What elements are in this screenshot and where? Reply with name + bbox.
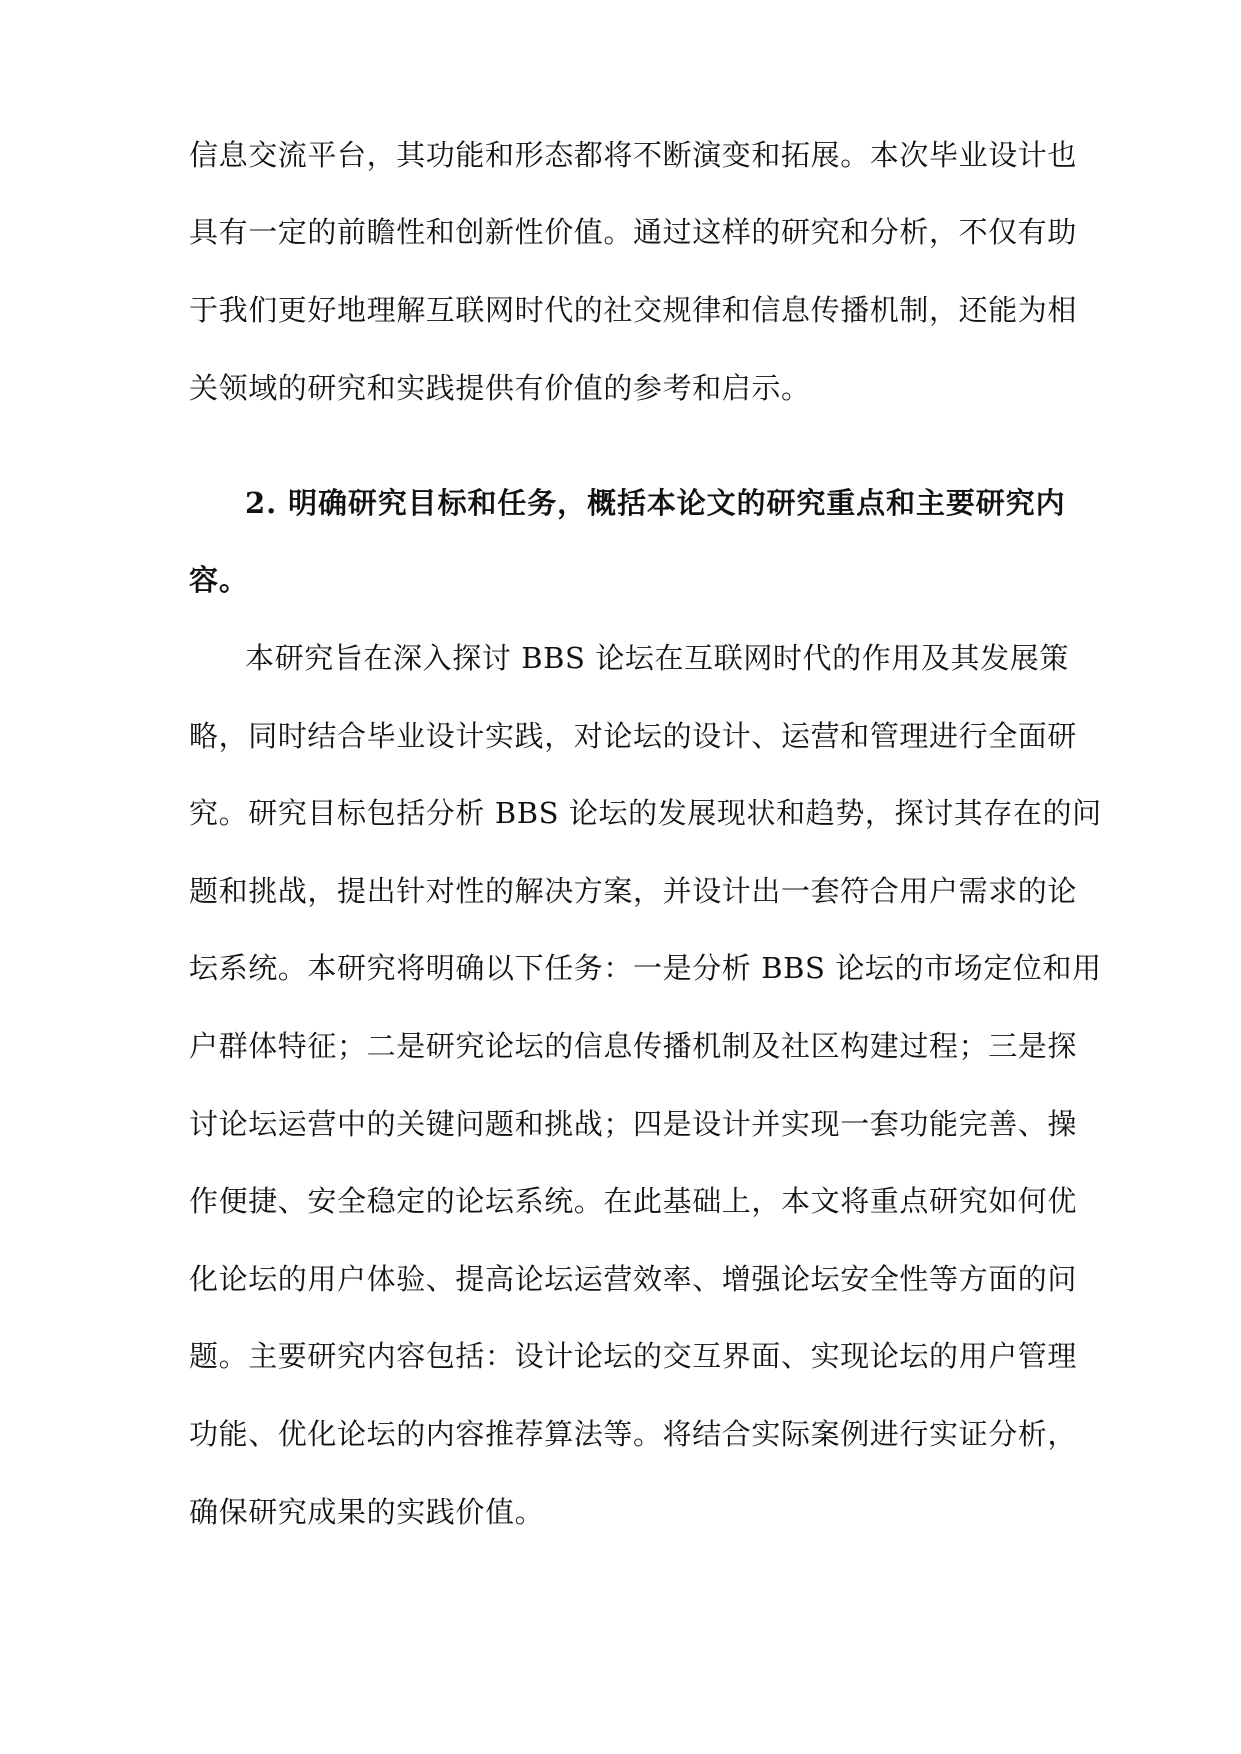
paragraph-2-line-5: 坛系统。本研究将明确以下任务：一是分析 BBS 论坛的市场定位和用	[189, 951, 1102, 985]
paragraph-2-line-7: 讨论坛运营中的关键问题和挑战；四是设计并实现一套功能完善、操	[189, 1107, 1078, 1141]
section-heading-line-1: 2. 明确研究目标和任务，概括本论文的研究重点和主要研究内	[245, 486, 1066, 520]
paragraph-1-line-2: 具有一定的前瞻性和创新性价值。通过这样的研究和分析，不仅有助	[189, 215, 1078, 249]
paragraph-1-line-3: 于我们更好地理解互联网时代的社交规律和信息传播机制，还能为相	[189, 293, 1078, 327]
paragraph-2-line-12: 确保研究成果的实践价值。	[189, 1495, 545, 1529]
paragraph-2-line-11: 功能、优化论坛的内容推荐算法等。将结合实际案例进行实证分析，	[189, 1417, 1078, 1451]
paragraph-2-line-2: 略，同时结合毕业设计实践，对论坛的设计、运营和管理进行全面研	[189, 719, 1078, 753]
paragraph-2-line-4: 题和挑战，提出针对性的解决方案，并设计出一套符合用户需求的论	[189, 874, 1078, 908]
paragraph-2-line-6: 户群体特征；二是研究论坛的信息传播机制及社区构建过程；三是探	[189, 1029, 1078, 1063]
section-heading-line-2: 容。	[189, 563, 249, 597]
paragraph-2-line-1: 本研究旨在深入探讨 BBS 论坛在互联网时代的作用及其发展策	[245, 641, 1069, 675]
paragraph-2-line-8: 作便捷、安全稳定的论坛系统。在此基础上，本文将重点研究如何优	[189, 1184, 1078, 1218]
paragraph-1-line-4: 关领域的研究和实践提供有价值的参考和启示。	[189, 371, 811, 405]
paragraph-2-line-9: 化论坛的用户体验、提高论坛运营效率、增强论坛安全性等方面的问	[189, 1262, 1078, 1296]
paragraph-2-line-3: 究。研究目标包括分析 BBS 论坛的发展现状和趋势，探讨其存在的问	[189, 796, 1102, 830]
paragraph-2-line-10: 题。主要研究内容包括：设计论坛的交互界面、实现论坛的用户管理	[189, 1339, 1078, 1373]
paragraph-1-line-1: 信息交流平台，其功能和形态都将不断演变和拓展。本次毕业设计也	[189, 138, 1078, 172]
